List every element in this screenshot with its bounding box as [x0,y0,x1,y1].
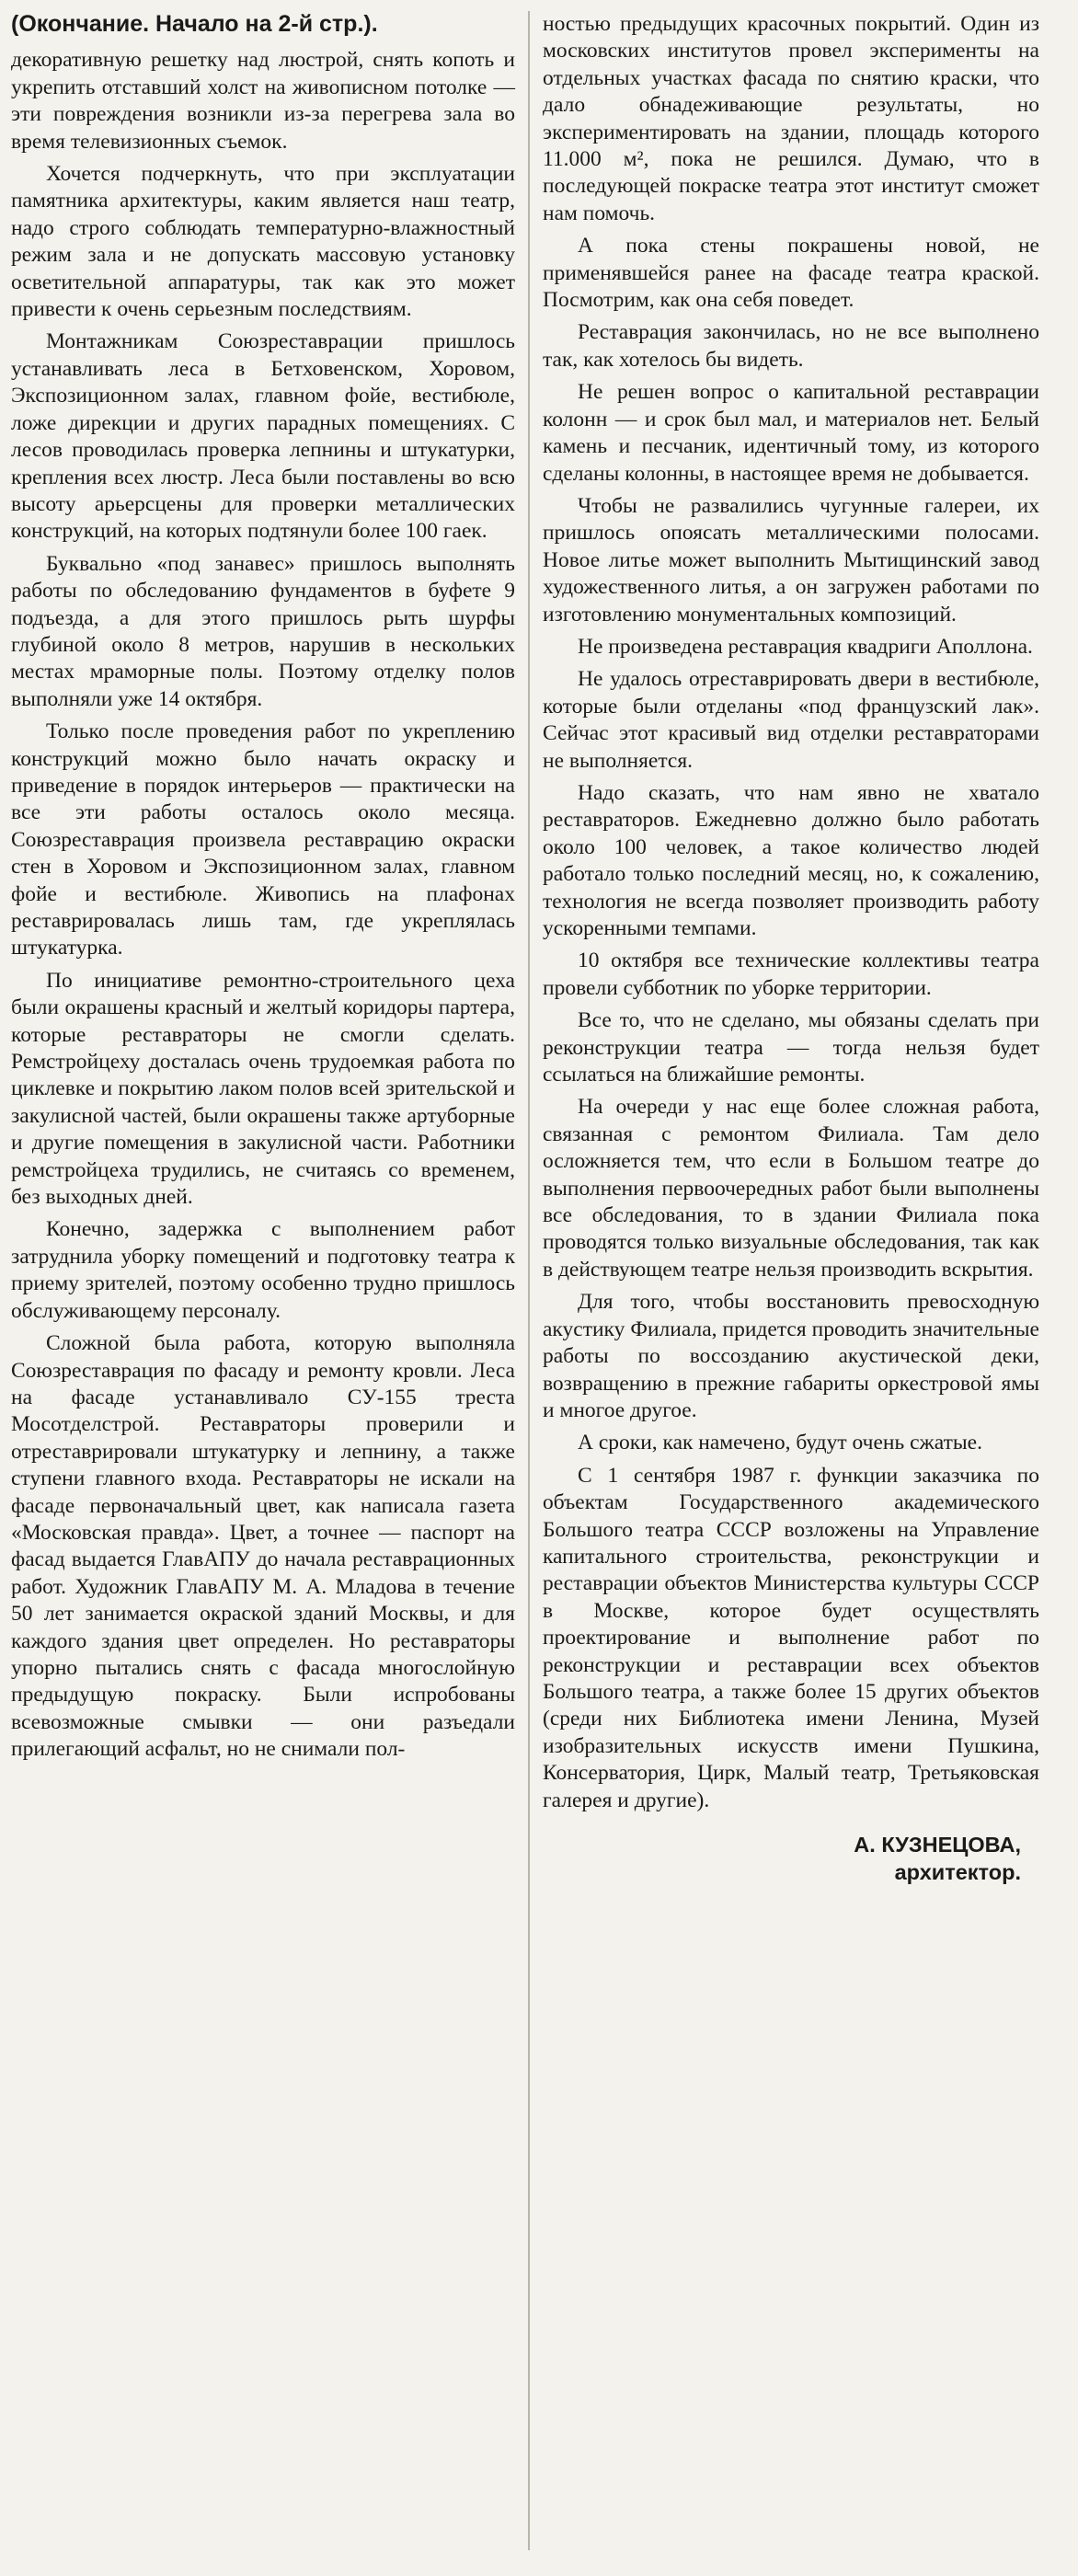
paragraph: Все то, что не сделано, мы обязаны сделать при реконструкции театра — тогда нельзя будет ссылаться на ближайшие ремонты. [543,1008,1039,1087]
paragraph: Хочется подчеркнуть, что при эксплуатации памятника архитектуры, каким является наш театр, надо строго соблюдать температурно-влажностный режим зала и не допускать массовую установку осветительной аппаратуры, так как это может привести к очень серьезным последствиям. [11,162,515,322]
paragraph: Не удалось отреставрировать двери в вестибюле, которые были отделаны «под французский лак». Сейчас этот красивый вид отделки реставраторами не выполняется. [543,667,1039,773]
paragraph: Чтобы не развалились чугунные галереи, их пришлось опоясать металлическими полосами. Новое литье может выполнить Мытищинский завод художественного литья, а он загружен работами по изготовлению монументальных композиций. [543,493,1039,627]
column-divider [528,11,530,2550]
paragraph: А сроки, как намечено, будут очень сжатые. [578,1431,982,1455]
paragraph: Буквально «под занавес» пришлось выполнять работы по обследованию фундаментов в буфете 9 подъезда, а для этого пришлось рыть шурфы глубиной около 8 метров, нарушив в нескольких местах мраморные полы. Поэтому отделку полов выполняли уже 14 октября. [11,551,515,711]
paragraph: декоративную решетку над люстрой, снять копоть и укрепить отставший холст на живописном потолке — эти повреждения возникли из-за перегрева зала во время телевизионных съемок. [11,48,515,154]
paragraph: Для того, чтобы восстановить превосходную акустику Филиала, придется проводить значительные работы по воссозданию акустической деки, возвращению в прежние габариты оркестровой ямы и многое другое. [543,1290,1039,1422]
paragraph: Конечно, задержка с выполнением работ затруднила уборку помещений и подготовку театра к приему зрителей, поэтому особенно трудно пришлось обслуживающему персоналу. [11,1217,515,1323]
paragraph: На очереди у нас еще более сложная работа, связанная с ремонтом Филиала. Там дело осложняется тем, что если в Большом театре до выполнения первоочередных работ были выполнены все обследования, то в здании Филиала пока проводятся только визуальные обследования, так как в действующем театре нельзя производить вскрытия. [543,1095,1039,1282]
paragraph: Надо сказать, что нам явно не хватало реставраторов. Ежедневно должно было работать около 100 человек, а такое количество людей работало только последний месяц, но, к сожалению, технология не всегда позволяет производить работу ускоренными темпами. [543,780,1039,940]
author-title: архитектор. [894,1860,1021,1884]
paragraph: С 1 сентября 1987 г. функции заказчика по объектам Государственного академического Большого театра СССР возложены на Управление капитального строительства, реконструкции и реставрации объектов Министерства культуры СССР в Москве, которое будет осуществлять проектирование и выполнение работ по реконструкции и реставрации всех объектов Большого театра, а также более 15 других объектов (среди них Библиотека имени Ленина, Музей изобразительных искусств имени Пушкина, Консерватория, Цирк, Малый театр, Третьяковская галерея и другие). [543,1463,1039,1812]
author-name: А. КУЗНЕЦОВА, [854,1833,1021,1857]
paragraph: Сложной была работа, которую выполняла Союзреставрация по фасаду и ремонту кровли. Леса на фасаде устанавливало СУ-155 треста Мосотделстрой. Реставраторы проверили и отреставрировали штукатурку и лепнину, а также ступени главного входа. Реставраторы не искали на фасаде первоначальный цвет, как написала газета «Московская правда». Цвет, а точнее — паспорт на фасад выдается ГлавАПУ до начала реставрационных работ. Художник ГлавАПУ М. А. Младова в течение 50 лет занимается окраской зданий Москвы, и для каждого здания цвет определен. Но реставраторы упорно пытались снять с фасада многослойную предыдущую покраску. Были испробованы всевозможные смывки — они разъедали прилегающий асфальт, но не снимали пол- [11,1331,515,1762]
paragraph: Монтажникам Союзреставрации пришлось устанавливать леса в Бетховенском, Хоровом, Экспозиционном залах, главном фойе, вестибюле, ложе дирекции и других парадных помещениях. С лесов проводилась проверка лепнины и штукатурки, крепления всех люстр. Леса были поставлены во всю высоту арьерсцены для проверки металлических конструкций, на которых подтянули более 100 гаек. [11,329,515,544]
paragraph: А пока стены покрашены новой, не применявшейся ранее на фасаде театра краской. Посмотрим, как она себя поведет. [543,234,1039,313]
paragraph: ностью предыдущих красочных покрытий. Один из московских институтов провел эксперименты на отдельных участках фасада по снятию краски, что дало обнадеживающие результаты, но экспериментировать на здании, площадь которого 11.000 м², пока не решился. Думаю, что в последующей покраске театра этот институт сможет нам помочь. [543,12,1039,225]
paragraph: Не решен вопрос о капитальной реставрации колонн — и срок был мал, и материалов нет. Белый камень и песчаник, идентичный тому, из которого сделаны колонны, в настоящее время не добывается. [543,380,1039,486]
continuation-header: (Окончание. Начало на 2-й стр.). [11,11,378,37]
paragraph: Не произведена реставрация квадриги Аполлона. [578,634,1033,659]
left-column [11,11,515,1769]
paragraph: По инициативе ремонтно-строительного цеха были окрашены красный и желтый коридоры партера, которые реставраторы не смогли сделать. Ремстройцеху досталась очень трудоемкая работа по циклевке и покрытию лаком полов всей зрительской и закулисной частей, были окрашены также артуборные и другие помещения в закулисной части. Работники ремстройцеха трудились, не считаясь со временем, без выходных дней. [11,968,515,1210]
paragraph: 10 октября все технические коллективы театра провели субботник по уборке территории. [543,949,1039,1000]
paragraph: Только после проведения работ по укреплению конструкций можно было начать окраску и приведение в порядок интерьеров — практически на все эти работы осталось около месяца. Союзреставрация произвела реставрацию окраски стен в Хоровом и Экспозиционном залах, главном фойе и вестибюле. Живопись на плафонах реставрировалась лишь там, где укреплялась штукатурка. [11,719,515,960]
right-column [543,11,1039,1886]
author-signature [543,1831,1039,1886]
paragraph: Реставрация закончилась, но не все выполнено так, как хотелось бы видеть. [543,320,1039,372]
